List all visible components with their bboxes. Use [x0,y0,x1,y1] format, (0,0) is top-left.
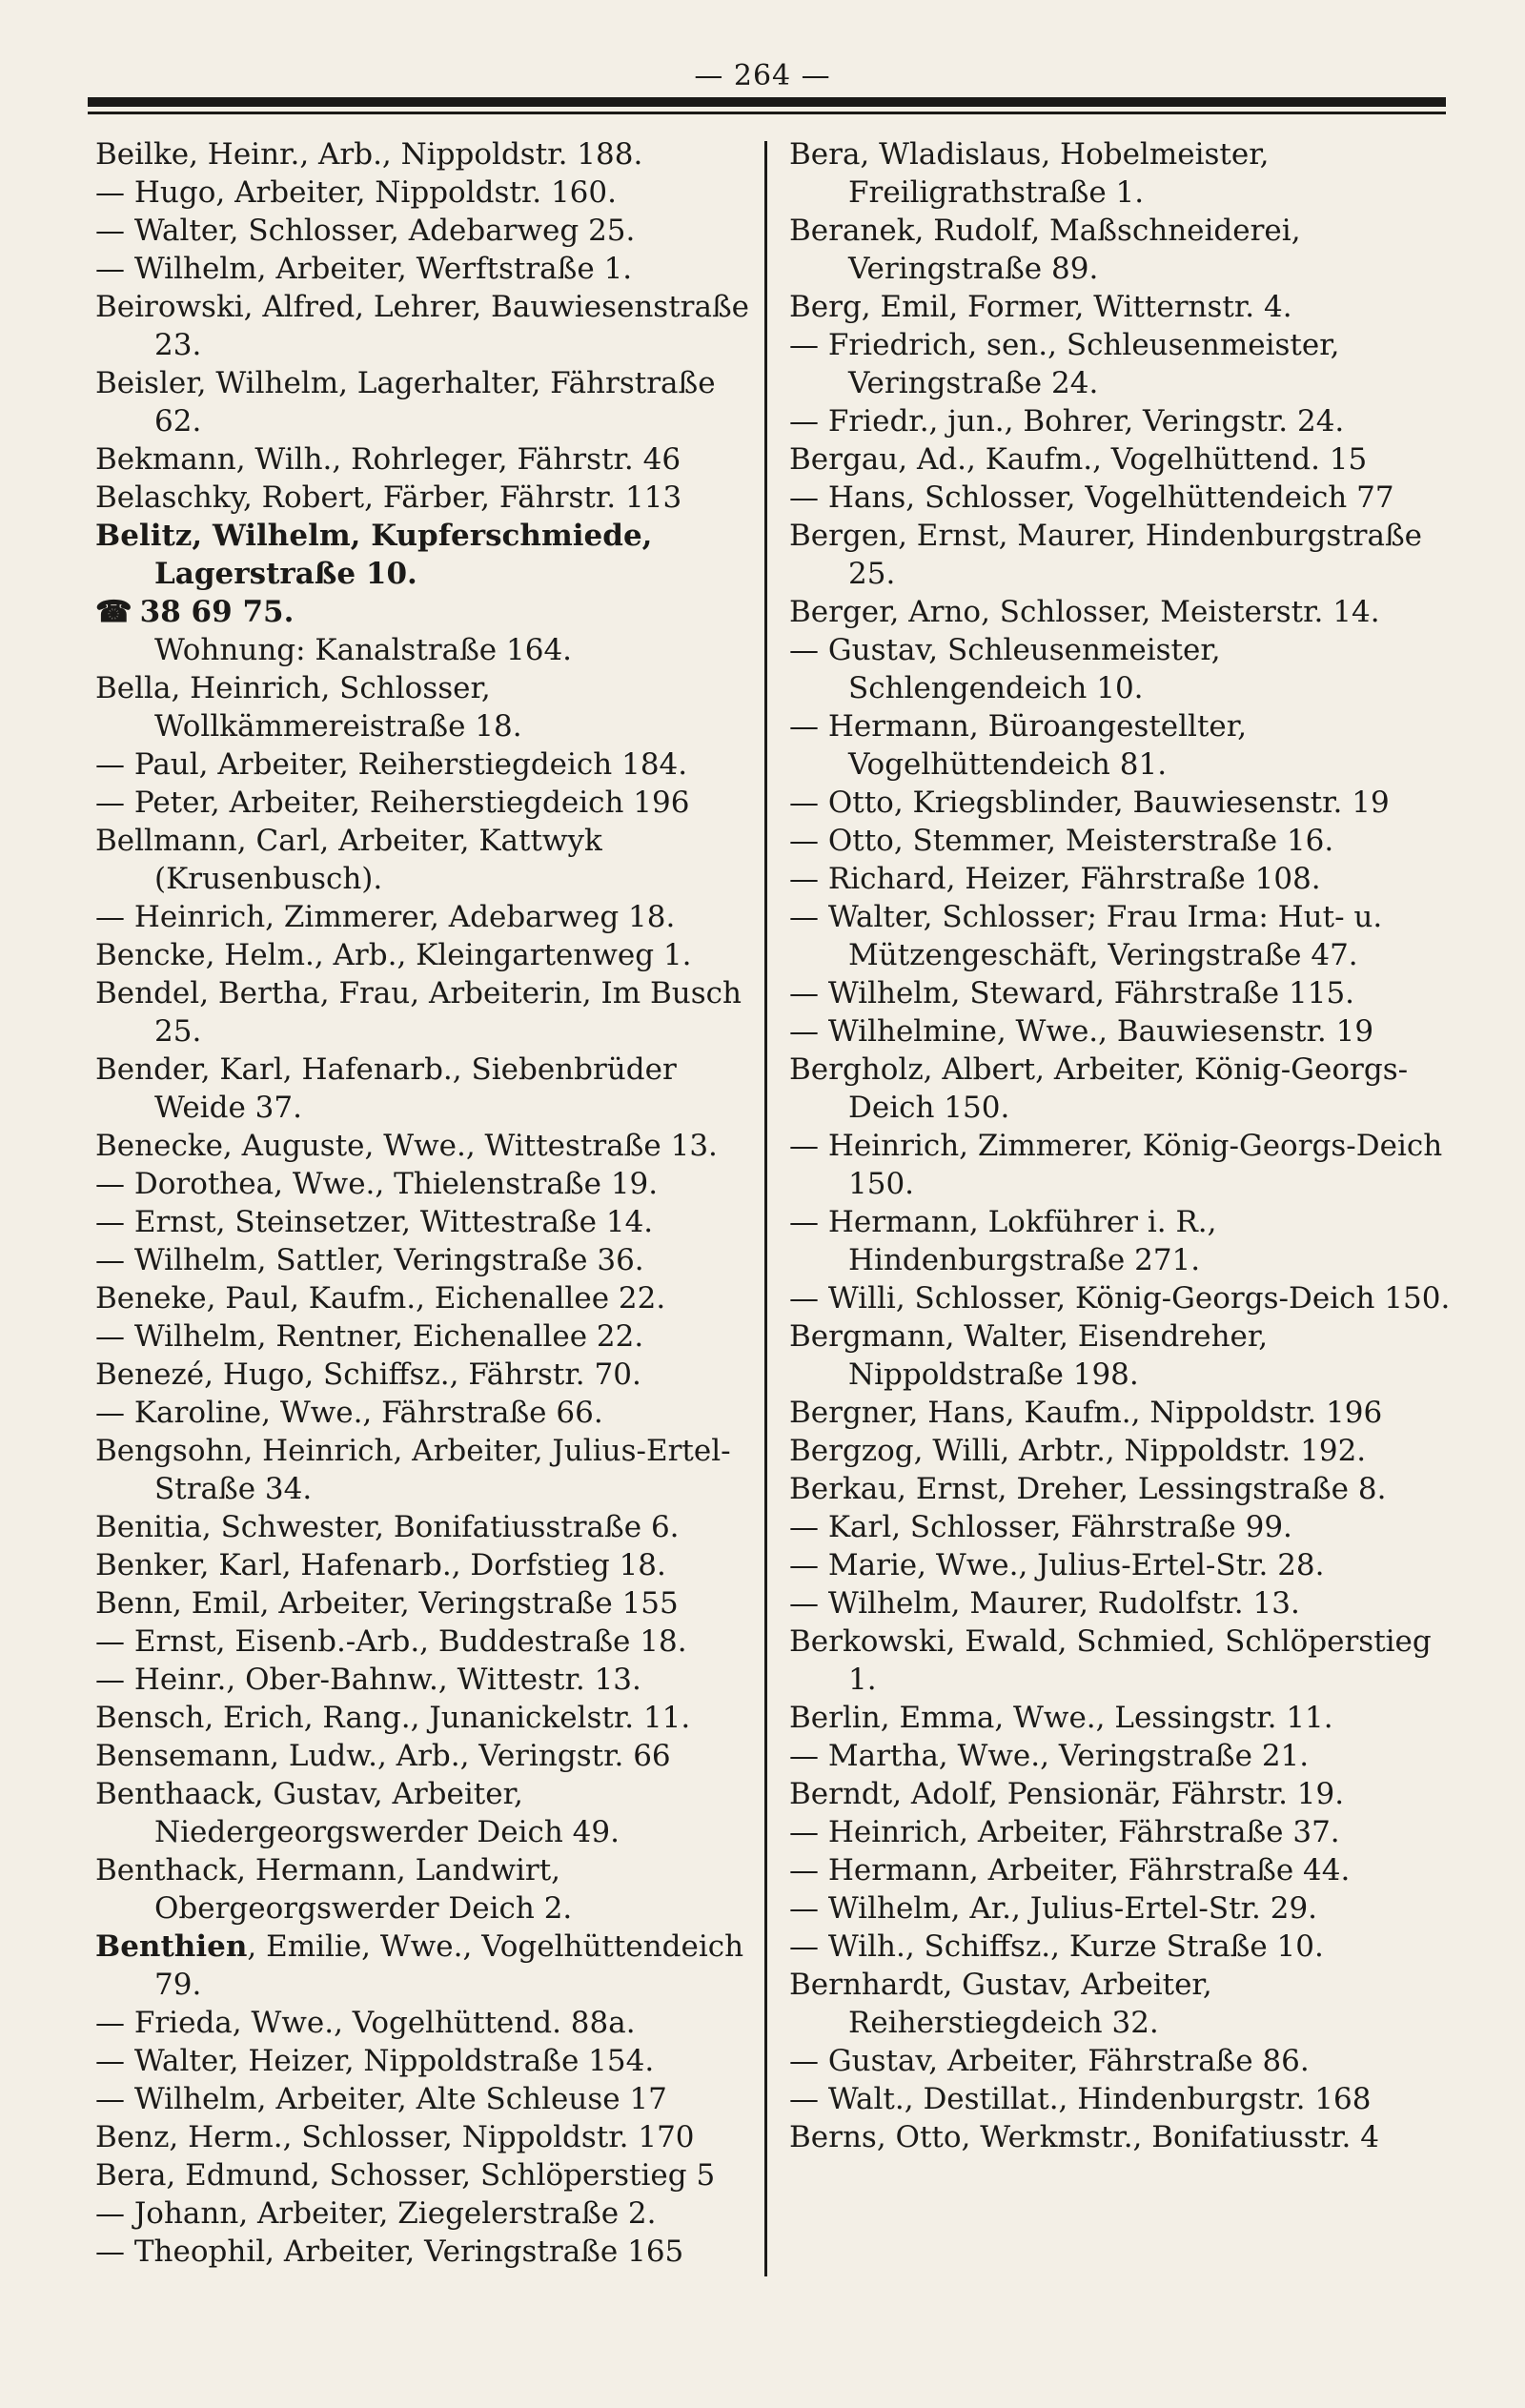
directory-entry: Bergner, Hans, Kaufm., Nippoldstr. 196 [789,1396,1383,1430]
directory-entry: Bergen, Ernst, Maurer, Hindenburgstraße 25. [789,519,1423,591]
directory-entry: Wohnung: Kanalstraße 164. [154,633,573,667]
directory-entry: Bender, Karl, Hafenarb., Siebenbrüder Weide 37. [95,1052,677,1125]
directory-entry: — Wilhelm, Maurer, Rudolfstr. 13. [789,1586,1300,1621]
directory-entry: — Theophil, Arbeiter, Veringstraße 165 [95,2235,684,2269]
directory-entry: — Heinrich, Zimmerer, König-Georgs-Deich 150. [789,1129,1443,1201]
directory-entry: Benker, Karl, Hafenarb., Dorfstieg 18. [95,1548,666,1582]
directory-entry: — Otto, Kriegsblinder, Bauwiesenstr. 19 [789,786,1390,820]
directory-entry: Bergau, Ad., Kaufm., Vogelhüttend. 15 [789,442,1368,477]
directory-entry: — Wilhelm, Sattler, Veringstraße 36. [95,1243,644,1277]
directory-entry: — Walt., Destillat., Hindenburgstr. 168 [789,2082,1372,2116]
directory-entry: Bengsohn, Heinrich, Arbeiter, Julius-Ertel-Straße 34. [95,1434,731,1506]
directory-entry: — Wilhelm, Arbeiter, Werftstraße 1. [95,252,633,286]
directory-entry: Berns, Otto, Werkmstr., Bonifatiusstr. 4 [789,2120,1379,2154]
directory-entry: — Wilhelm, Rentner, Eichenallee 22. [95,1319,644,1354]
directory-entry: — Gustav, Arbeiter, Fährstraße 86. [789,2044,1310,2078]
directory-entry: — Wilhelm, Arbeiter, Alte Schleuse 17 [95,2082,667,2116]
directory-entry: — Ernst, Steinsetzer, Wittestraße 14. [95,1205,654,1239]
directory-entry: — Hans, Schlosser, Vogelhüttendeich 77 [789,480,1394,515]
directory-entry: Berndt, Adolf, Pensionär, Fährstr. 19. [789,1777,1345,1811]
directory-entry: Benn, Emil, Arbeiter, Veringstraße 155 [95,1586,679,1621]
directory-entry: — Wilhelm, Steward, Fährstraße 115. [789,976,1355,1010]
directory-entry: Bendel, Bertha, Frau, Arbeiterin, Im Busch 25. [95,976,742,1049]
directory-entry: Benthien, Emilie, Wwe., Vogelhüttendeich 79. [95,1929,744,2002]
directory-entry: Benitia, Schwester, Bonifatiusstraße 6. [95,1510,680,1544]
directory-entry: — Martha, Wwe., Veringstraße 21. [789,1739,1310,1773]
directory-entry: Bernhardt, Gustav, Arbeiter, Reiherstiegdeich 32. [789,1968,1212,2040]
directory-entry: Beisler, Wilhelm, Lagerhalter, Fährstraße 62. [95,366,716,439]
directory-entry: Benecke, Auguste, Wwe., Wittestraße 13. [95,1129,718,1163]
directory-entry: Bencke, Helm., Arb., Kleingartenweg 1. [95,938,692,972]
directory-entry: — Walter, Heizer, Nippoldstraße 154. [95,2044,655,2078]
directory-entry: — Paul, Arbeiter, Reiherstiegdeich 184. [95,747,688,782]
directory-entry: — Hermann, Büroangestellter, Vogelhüttendeich 81. [789,709,1248,782]
directory-entry: Bergzog, Willi, Arbtr., Nippoldstr. 192. [789,1434,1367,1468]
directory-entry: Benezé, Hugo, Schiffsz., Fährstr. 70. [95,1357,641,1392]
directory-entry: Benthaack, Gustav, Arbeiter, Niedergeorgswerder Deich 49. [95,1777,620,1849]
left-column [95,135,762,2271]
directory-entry: Bera, Edmund, Schosser, Schlöperstieg 5 [95,2158,716,2193]
directory-entry: — Hermann, Lokführer i. R., Hindenburgstraße 271. [789,1205,1217,1277]
directory-entry: — Frieda, Wwe., Vogelhüttend. 88a. [95,2006,636,2040]
directory-entry: Bensemann, Ludw., Arb., Veringstr. 66 [95,1739,671,1773]
directory-entry: Berkau, Ernst, Dreher, Lessingstraße 8. [789,1472,1387,1506]
directory-entry: Berger, Arno, Schlosser, Meisterstr. 14. [789,595,1380,629]
directory-entry: — Wilh., Schiffsz., Kurze Straße 10. [789,1929,1324,1964]
directory-entry: — Wilhelm, Ar., Julius-Ertel-Str. 29. [789,1891,1318,1926]
directory-entry: — Ernst, Eisenb.-Arb., Buddestraße 18. [95,1624,687,1659]
directory-entry: Bergholz, Albert, Arbeiter, König-Georgs-Deich 150. [789,1052,1409,1125]
directory-entry: — Heinr., Ober-Bahnw., Wittestr. 13. [95,1663,641,1697]
directory-entry: Beranek, Rudolf, Maßschneiderei, Veringstraße 89. [789,214,1301,286]
directory-entry: Berkowski, Ewald, Schmied, Schlöperstieg 1. [789,1624,1432,1697]
directory-entry: Berg, Emil, Former, Witternstr. 4. [789,290,1292,324]
directory-entry: Beneke, Paul, Kaufm., Eichenallee 22. [95,1281,666,1316]
directory-entry: — Hermann, Arbeiter, Fährstraße 44. [789,1853,1351,1888]
directory-entry: Bella, Heinrich, Schlosser, Wollkämmereistraße 18. [95,671,522,744]
directory-entry: — Walter, Schlosser; Frau Irma: Hut- u. Mützengeschäft, Veringstraße 47. [789,900,1383,972]
directory-entry: Beilke, Heinr., Arb., Nippoldstr. 188. [95,137,643,172]
directory-entry: — Heinrich, Arbeiter, Fährstraße 37. [789,1815,1340,1849]
header-rule-thick [88,97,1446,107]
directory-entry: Benz, Herm., Schlosser, Nippoldstr. 170 [95,2120,695,2154]
directory-entry: Bekmann, Wilh., Rohrleger, Fährstr. 46 [95,442,681,477]
telephone-icon: ☎ [95,595,132,629]
page-number: — 264 — [694,59,831,92]
directory-entry: — Wilhelmine, Wwe., Bauwiesenstr. 19 [789,1014,1374,1049]
right-column [789,135,1456,2156]
header-rule-thin [88,112,1446,114]
entry-surname: Benthien [95,1929,248,1964]
directory-entry: — Karoline, Wwe., Fährstraße 66. [95,1396,603,1430]
directory-entry: Beirowski, Alfred, Lehrer, Bauwiesenstraße 23. [95,290,750,362]
directory-entry: Belaschky, Robert, Färber, Fährstr. 113 [95,480,682,515]
directory-entry: — Friedr., jun., Bohrer, Veringstr. 24. [789,404,1345,439]
directory-entry: Belitz, Wilhelm, Kupferschmiede, Lagerstraße 10. [95,519,653,591]
phone-number: 38 69 75. [139,595,295,629]
directory-entry: Bera, Wladislaus, Hobelmeister, Freiligrathstraße 1. [789,137,1270,210]
directory-entry: — Hugo, Arbeiter, Nippoldstr. 160. [95,175,617,210]
directory-entry: — Karl, Schlosser, Fährstraße 99. [789,1510,1292,1544]
directory-entry: Berlin, Emma, Wwe., Lessingstr. 11. [789,1701,1333,1735]
directory-entry: Bensch, Erich, Rang., Junanickelstr. 11. [95,1701,691,1735]
directory-entry: — Richard, Heizer, Fährstraße 108. [789,862,1321,896]
directory-entry: — Marie, Wwe., Julius-Ertel-Str. 28. [789,1548,1325,1582]
directory-entry: — Otto, Stemmer, Meisterstraße 16. [789,824,1334,858]
column-divider [764,141,767,2276]
directory-entry: — Johann, Arbeiter, Ziegelerstraße 2. [95,2196,657,2231]
directory-entry: Bergmann, Walter, Eisendreher, Nippoldstraße 198. [789,1319,1269,1392]
directory-entry: Bellmann, Carl, Arbeiter, Kattwyk (Krusenbusch). [95,824,602,896]
directory-entry: — Friedrich, sen., Schleusenmeister, Veringstraße 24. [789,328,1340,400]
directory-entry [95,593,762,631]
directory-entry: Benthack, Hermann, Landwirt, Obergeorgswerder Deich 2. [95,1853,573,1926]
directory-entry: — Peter, Arbeiter, Reiherstiegdeich 196 [95,786,690,820]
directory-entry: — Dorothea, Wwe., Thielenstraße 19. [95,1167,659,1201]
directory-entry: — Willi, Schlosser, König-Georgs-Deich 150. [789,1281,1451,1316]
directory-entry: — Gustav, Schleusenmeister, Schlengendeich 10. [789,633,1221,705]
directory-entry: — Heinrich, Zimmerer, Adebarweg 18. [95,900,676,934]
directory-entry: — Walter, Schlosser, Adebarweg 25. [95,214,636,248]
